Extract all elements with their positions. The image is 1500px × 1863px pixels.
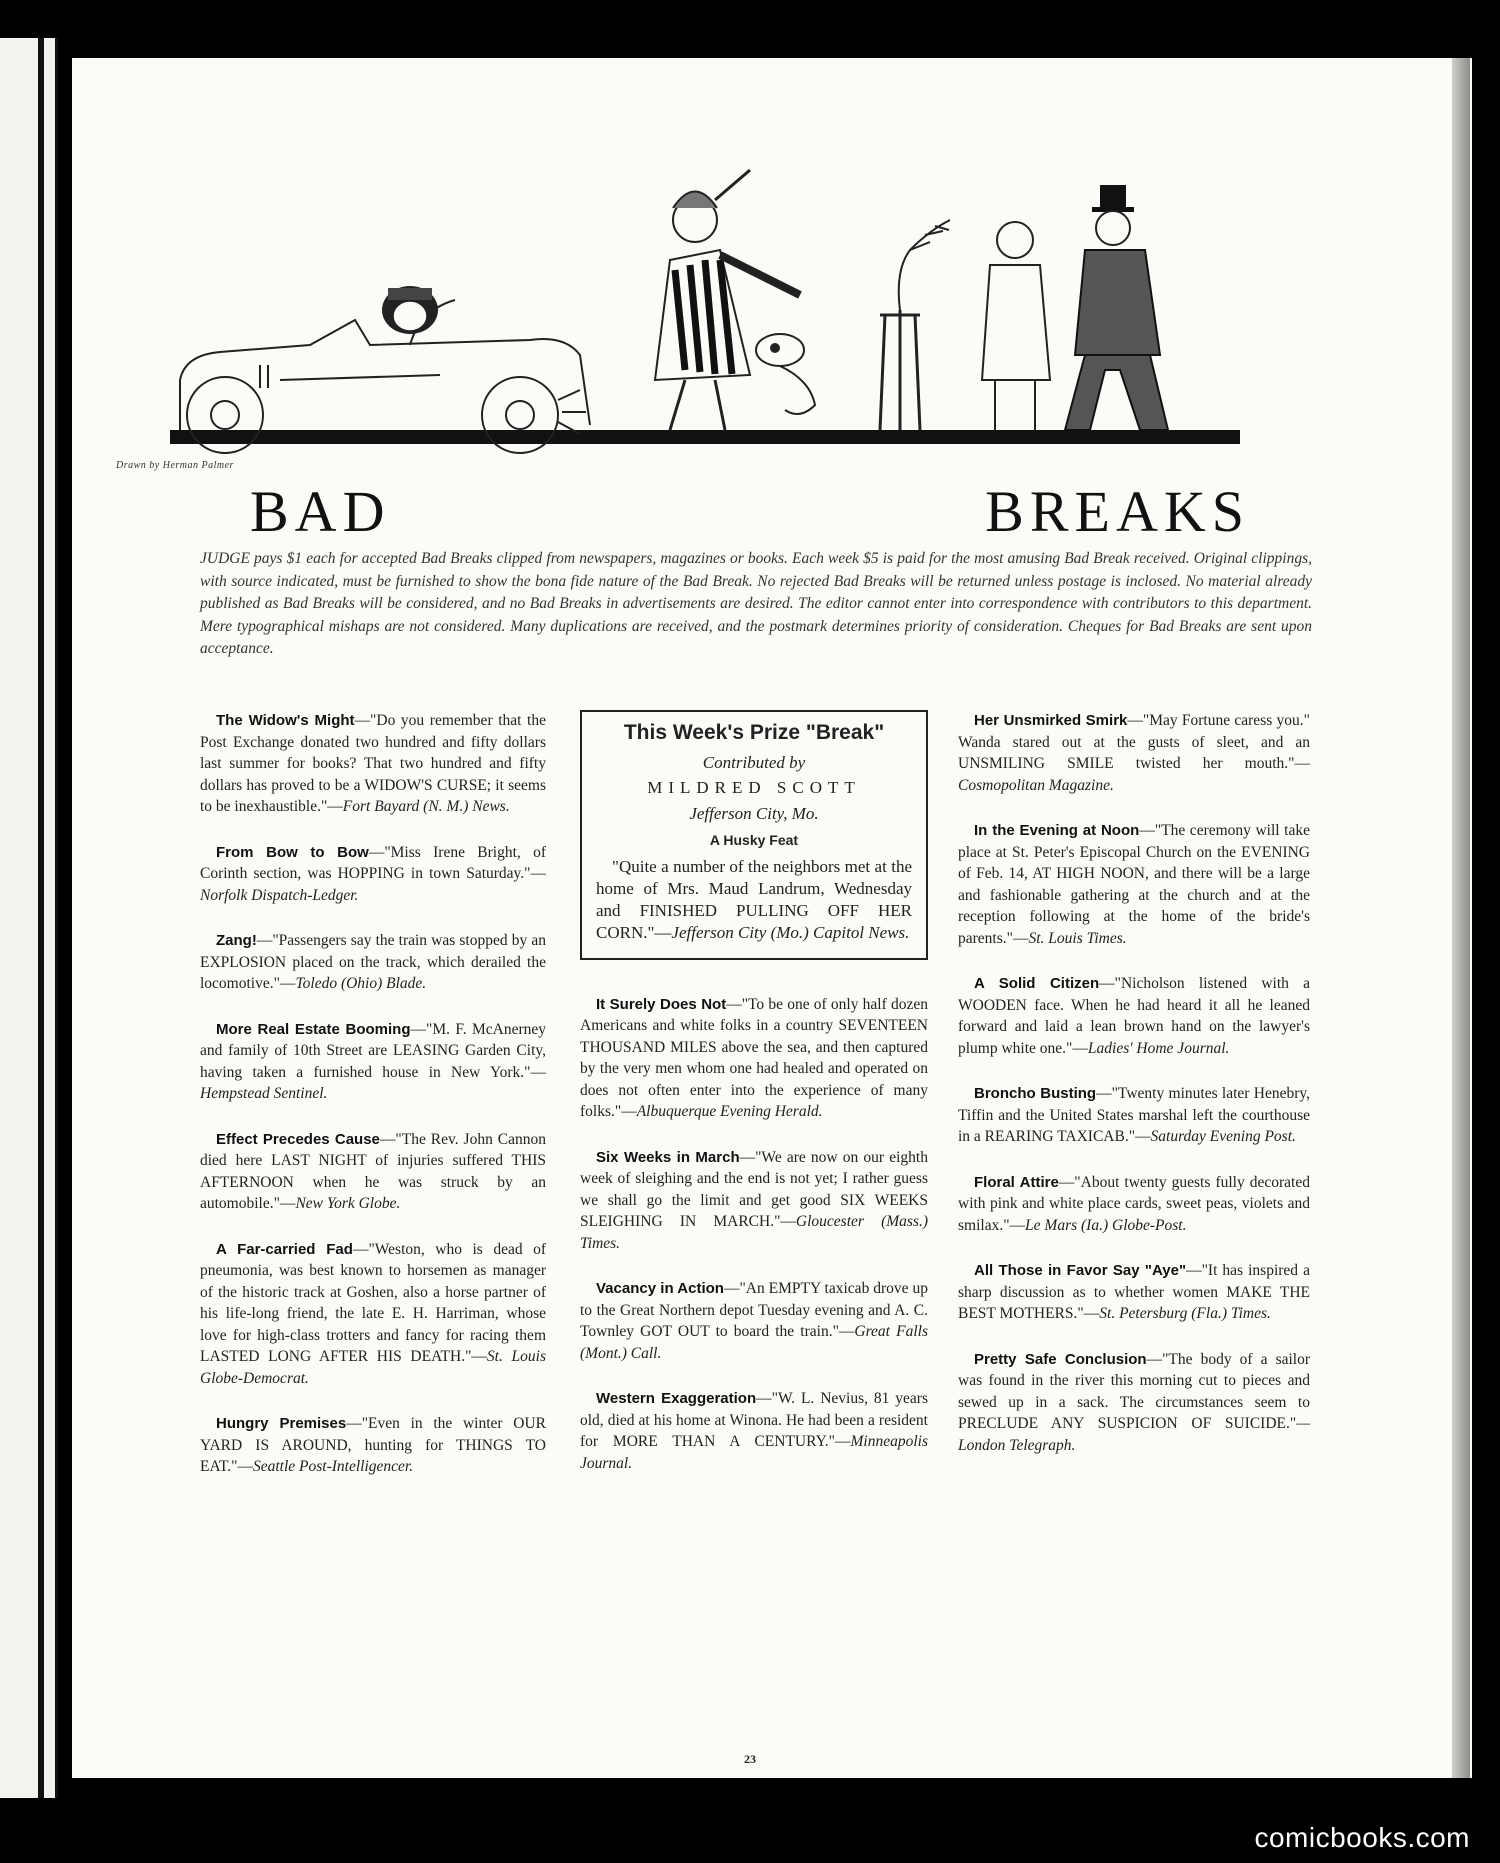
prize-box (580, 710, 928, 960)
page-gutter (38, 38, 44, 1798)
item-heading: Western Exaggeration (596, 1390, 757, 1407)
page-number: 23 (744, 1752, 756, 1766)
item-source: Minneapolis Journal. (580, 1433, 928, 1472)
article-item (200, 1019, 546, 1105)
item-heading: It Surely Does Not (596, 995, 727, 1013)
article-item (958, 1172, 1310, 1237)
item-heading: In the Evening at Noon (974, 822, 1140, 839)
item-source: —London Telegraph. (958, 1415, 1310, 1454)
item-heading: Effect Precedes Cause (216, 1130, 380, 1148)
item-source: Gloucester (Mass.) Times. (580, 1213, 929, 1252)
article-item (200, 842, 546, 907)
prize-item-text (596, 856, 912, 944)
item-text: —"W. L. Nevius, 81 years old, died at his home at Winona. He had been a resident for MORE THAN A CENTURY."— (580, 1390, 928, 1450)
item-source: New York Globe. (295, 1195, 401, 1212)
site-watermark: comicbooks.com (1254, 1822, 1470, 1853)
item-text: —"Miss Irene Bright, of Corinth section, was HOPPING in town Saturday."— (200, 843, 546, 882)
article-item (580, 1147, 928, 1255)
item-text: —"About twenty guests fully decorated with pink and white place cards, sweet peas, violets and smilax."— (958, 1173, 1310, 1234)
article-item (958, 1260, 1310, 1325)
item-heading: A Solid Citizen (974, 975, 1100, 992)
item-heading: Six Weeks in March (596, 1148, 740, 1166)
item-text: —"Twenty minutes later Henebry, Tiffin and the United States marshal left the courthouse in a REARING TAXICAB."— (958, 1085, 1310, 1145)
article-item (580, 1278, 928, 1364)
prize-contributor-place: Jefferson City, Mo. (689, 803, 819, 823)
cartoon-drawing (110, 130, 1340, 460)
item-source: St. Louis Times. (1028, 929, 1127, 947)
article-item (958, 710, 1310, 796)
article-item (580, 994, 928, 1123)
previous-page-edge (0, 38, 58, 1798)
article-item (958, 1083, 1310, 1148)
item-heading: Broncho Busting (974, 1085, 1097, 1102)
column-left (200, 710, 546, 1502)
article-item (580, 1388, 928, 1474)
item-heading: Hungry Premises (216, 1415, 347, 1432)
item-source: Great Falls (Mont.) Call. (580, 1323, 928, 1362)
article-item (200, 710, 546, 818)
item-heading: All Those in Favor Say "Aye" (974, 1262, 1187, 1279)
dog-drawing (756, 334, 815, 414)
column-right (958, 710, 1310, 1480)
item-heading: The Widow's Might (216, 712, 355, 729)
item-text: —"It has inspired a sharp discussion as to whether women MAKE THE BEST MOTHERS."— (958, 1262, 1310, 1322)
prize-item-heading: A Husky Feat (709, 832, 799, 848)
article-item (200, 1129, 546, 1215)
article-item (958, 820, 1310, 949)
item-text: —"To be one of only half dozen Americans and white folks in a country SEVENTEEN THOUSAND MILES above the sea, and then captured by the very men whom one had healed and operated on does not often enter into the experience of many folks."— (580, 995, 928, 1120)
item-text: —"We are now on our eighth week of sleighing and the end is not yet; I rather guess we shall go the limit and get good SIX WEEKS SLEIGHING IN MARCH."— (580, 1148, 928, 1230)
article-item (200, 930, 546, 995)
item-heading: Her Unsmirked Smirk (974, 712, 1128, 729)
prize-contributor-name: MILDRED SCOTT (647, 778, 861, 797)
ground-bar (170, 430, 1240, 444)
page-title: BAD BREAKS (250, 479, 1250, 544)
item-source: Seattle Post-Intelligencer. (252, 1458, 414, 1475)
article-item (200, 1413, 546, 1478)
prize-quote: "Quite a number of the neighbors met at the home of Mrs. Maud Landrum, Wednesday and FINISHED PULLING OFF HER CORN."— (596, 856, 912, 942)
header-illustration (110, 130, 1340, 460)
item-heading: Vacancy in Action (596, 1280, 724, 1297)
item-text: —"Passengers say the train was stopped by an EXPLOSION placed on the track, which derailed the locomotive."— (200, 932, 546, 992)
item-text: —"May Fortune caress you." Wanda stared out at the gusts of sleet, and an UNSMILING SMILE twisted her mouth."— (958, 712, 1310, 772)
page-right-edge (1452, 58, 1470, 1778)
item-source: Fort Bayard (N. M.) News. (342, 798, 510, 815)
article-item (200, 1239, 546, 1390)
item-heading: Pretty Safe Conclusion (974, 1350, 1147, 1368)
item-source: Hempstead Sentinel. (200, 1085, 328, 1102)
item-text: —"Nicholson listened with a WOODEN face. When he had heard it all he leaned forward and laid a lean brown hand on the lawyer's plump white one."— (958, 975, 1310, 1057)
item-heading: From Bow to Bow (216, 843, 369, 861)
column-middle (580, 710, 928, 1498)
item-source: Cosmopolitan Magazine. (958, 776, 1114, 794)
article-item (958, 1349, 1310, 1457)
woman-figure (655, 170, 800, 430)
driver-figure (382, 286, 438, 334)
man-in-white-figure (982, 222, 1050, 430)
man-in-check-figure (1065, 185, 1168, 430)
item-text: —"Even in the winter OUR YARD IS AROUND, hunting for THINGS TO EAT."— (200, 1415, 546, 1475)
prize-source: Jefferson City (Mo.) Capitol News. (671, 922, 910, 942)
item-heading: A Far-carried Fad (216, 1240, 353, 1258)
prize-contributed-by: Contributed by (702, 752, 806, 772)
item-text: —"The ceremony will take place at St. Peter's Episcopal Church on the EVENING of Feb. 14, AT HIGH NOON, and there will be a large and fashionable gathering at the church and at the reception following at the home of the bride's parents."— (958, 822, 1310, 947)
item-text: —"Do you remember that the Post Exchange donated two hundred and fifty dollars last summer for books? That two hundred and fifty dollars has proved to be a WIDOW'S CURSE; it seems to be inexhaustible."— (200, 712, 546, 815)
illustration-credit: Drawn by Herman Palmer (116, 460, 234, 471)
item-source: Saturday Evening Post. (1150, 1128, 1296, 1145)
item-text: —"Weston, who is dead of pneumonia, was best known to horsemen as manager of the historic track at Goshen, also a horse partner of his life-long friend, the late E. H. Harriman, whose love for high-class trotters and fancy for racing them LASTED LONG AFTER HIS DEATH."— (200, 1240, 547, 1365)
prize-title: This Week's Prize "Break" (623, 721, 885, 744)
item-heading: More Real Estate Booming (216, 1020, 411, 1038)
item-source: St. Louis Globe-Democrat. (200, 1348, 546, 1387)
article-item (958, 973, 1310, 1059)
item-source: St. Petersburg (Fla.) Times. (1099, 1305, 1271, 1322)
item-source: Toledo (Ohio) Blade. (295, 975, 427, 992)
item-text: —"M. F. McAnerney and family of 10th Street are LEASING Garden City, having taken a furnished house in New York."— (200, 1020, 546, 1081)
item-heading: Floral Attire (974, 1173, 1059, 1191)
item-text: —"The body of a sailor was found in the river this morning cut to pieces and sewed up in a sack. The circumstances seem to PRECLUDE ANY SUSPICION OF SUICIDE." (958, 1350, 1311, 1432)
item-text: —"An EMPTY taxicab drove up to the Great Northern depot Tuesday evening and A. C. Townley GOT OUT to board the train."— (580, 1280, 928, 1340)
item-source: Ladies' Home Journal. (1087, 1039, 1230, 1057)
item-source: Le Mars (Ia.) Globe-Post. (1025, 1216, 1187, 1234)
item-source: Norfolk Dispatch-Ledger. (200, 886, 359, 904)
plant-stand (880, 220, 950, 430)
item-heading: Zang! (216, 932, 257, 949)
item-text: —"The Rev. John Cannon died here LAST NIGHT of injuries suffered THIS AFTERNOON when he was struck by an automobile."— (200, 1130, 547, 1212)
intro-paragraph: JUDGE pays $1 each for accepted Bad Breaks clipped from newspapers, magazines or books. Each week $5 is paid for the most amusing Bad Break received. Original clippings, with source indicated, must be furnished to show the bona fide nature of the Bad Break. No rejected Bad Breaks will be returned unless postage is inclosed. No material already published as Bad Breaks will be considered, and no Bad Breaks in advertisements are desired. The editor cannot enter into correspondence with contributors to this department. Mere typographical mishaps are not considered. Many duplications are received, and the postmark determines priority of consideration. Cheques for Bad Breaks are sent upon acceptance. (200, 550, 1312, 657)
item-source: Albuquerque Evening Herald. (636, 1103, 823, 1120)
